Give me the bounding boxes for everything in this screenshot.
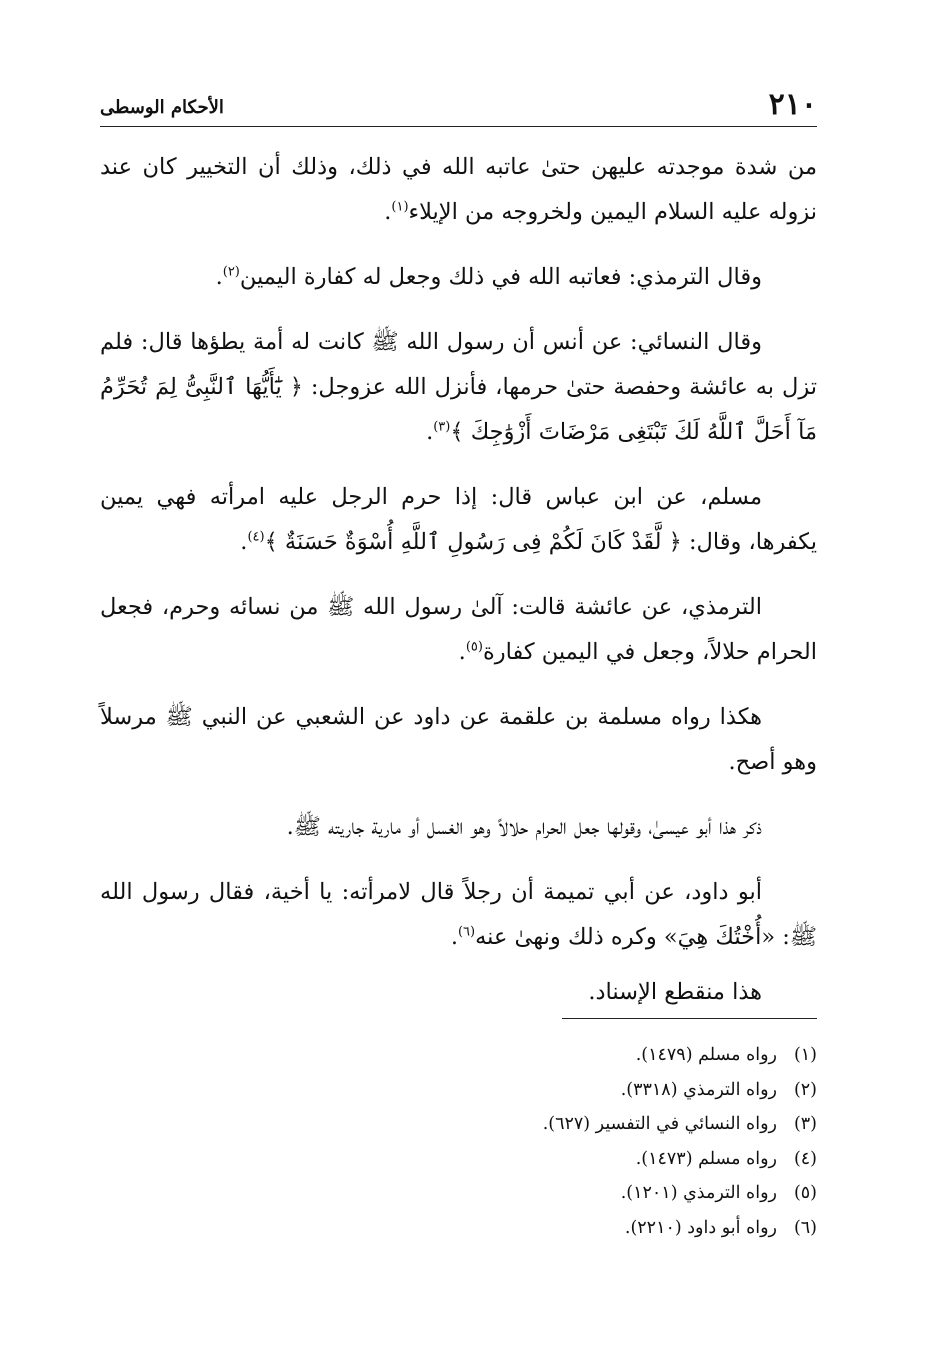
paragraph-end: . bbox=[215, 264, 223, 290]
paragraph-text: هذا منقطع الإسناد. bbox=[588, 979, 762, 1005]
paragraph-text: من شدة موجدته عليهن حتىٰ عاتبه الله في ذلك، وذلك أن التخيير كان عند نزوله عليه السلام اليمين ولخروجه من الإيلاء bbox=[100, 154, 817, 225]
paragraph-text: وقال الترمذي: فعاتبه الله في ذلك وجعل له كفارة اليمين bbox=[239, 264, 762, 290]
footnote-ref: (٦) bbox=[457, 924, 476, 940]
footnote-text: رواه مسلم (١٤٧٣). bbox=[635, 1148, 777, 1169]
footnote-ref: (٢) bbox=[222, 264, 240, 280]
footnote bbox=[100, 1211, 817, 1246]
footnote-number: (١) bbox=[793, 1045, 817, 1065]
paragraph bbox=[100, 870, 817, 960]
paragraph-text: أبو داود، عن أبي تميمة أن رجلاً قال لامرأته: يا أخية، فقال رسول الله ﷺ: «أُخْتُكَ هِيَ» وكره ذلك ونهىٰ عنه bbox=[100, 879, 817, 950]
footnote-ref: (١) bbox=[391, 199, 409, 215]
footnote bbox=[100, 1073, 817, 1108]
paragraph-end: . bbox=[426, 419, 434, 445]
footnote-ref: (٥) bbox=[465, 639, 483, 655]
paragraph bbox=[100, 695, 817, 785]
paragraph bbox=[100, 320, 817, 455]
running-title: الأحكام الوسطى bbox=[100, 97, 224, 118]
paragraph-text: وقال النسائي: عن أنس أن رسول الله ﷺ كانت له أمة يطؤها قال: فلم تزل به عائشة وحفصة حتىٰ حرمها، فأنزل الله عزوجل: ﴿ يَٰٓأَيُّهَا ٱلنَّبِىُّ لِمَ تُحَرِّمُ مَآ أَحَلَّ ٱللَّهُ لَكَ تَبْتَغِى مَرْضَاتَ أَزْوَٰجِكَ ﴾ bbox=[100, 329, 817, 445]
footnote bbox=[100, 1142, 817, 1177]
paragraph-text: مسلم، عن ابن عباس قال: إذا حرم الرجل عليه امرأته فهي يمين يكفرها، وقال: ﴿ لَّقَدْ كَانَ لَكُمْ فِى رَسُولِ ٱللَّهِ أُسْوَةٌ حَسَنَةٌ ﴾ bbox=[100, 484, 817, 555]
footnote-text: رواه النسائي في التفسير (٦٢٧). bbox=[542, 1114, 777, 1134]
footnote-text: رواه الترمذي (١٢٠١). bbox=[620, 1183, 777, 1203]
footnote-text: رواه أبو داود (٢٢١٠). bbox=[624, 1217, 777, 1238]
footnote-number: (٦) bbox=[793, 1217, 817, 1238]
footnotes bbox=[100, 1038, 817, 1245]
footnote bbox=[100, 1107, 817, 1142]
main-text bbox=[100, 145, 817, 1035]
footnote-number: (٢) bbox=[793, 1079, 817, 1100]
footnote bbox=[100, 1176, 817, 1211]
footnote-ref: (٤) bbox=[247, 529, 265, 545]
paragraph-end: . bbox=[450, 924, 458, 950]
paragraph-end: . bbox=[240, 529, 248, 555]
paragraph-end: . bbox=[458, 639, 466, 665]
footnote-number: (٤) bbox=[793, 1148, 817, 1169]
page-number: ٢١٠ bbox=[768, 87, 817, 122]
paragraph bbox=[100, 475, 817, 565]
footnote-text: رواه الترمذي (٣٣١٨). bbox=[620, 1079, 777, 1100]
paragraph bbox=[100, 805, 817, 850]
paragraph bbox=[100, 970, 817, 1015]
paragraph-text: ذكر هذا أبو عيسىٰ، وقولها جعل الحرام حلالاً وهو الغسل أو مارية جاريته ﷺ. bbox=[286, 814, 762, 840]
paragraph-end: . bbox=[384, 199, 392, 225]
footnote-separator bbox=[562, 1018, 817, 1019]
paragraph bbox=[100, 255, 817, 300]
footnote-number: (٥) bbox=[793, 1183, 817, 1203]
paragraph bbox=[100, 145, 817, 235]
paragraph bbox=[100, 585, 817, 675]
page-header bbox=[100, 86, 817, 127]
paragraph-text: هكذا رواه مسلمة بن علقمة عن داود عن الشعبي عن النبي ﷺ مرسلاً وهو أصح. bbox=[100, 704, 817, 775]
footnote-number: (٣) bbox=[793, 1114, 817, 1134]
paragraph-text: الترمذي، عن عائشة قالت: آلىٰ رسول الله ﷺ من نسائه وحرم، فجعل الحرام حلالاً، وجعل في اليمين كفارة bbox=[100, 594, 817, 665]
footnote-text: رواه مسلم (١٤٧٩). bbox=[635, 1045, 777, 1065]
footnote-ref: (٣) bbox=[433, 419, 451, 435]
footnote bbox=[100, 1038, 817, 1073]
